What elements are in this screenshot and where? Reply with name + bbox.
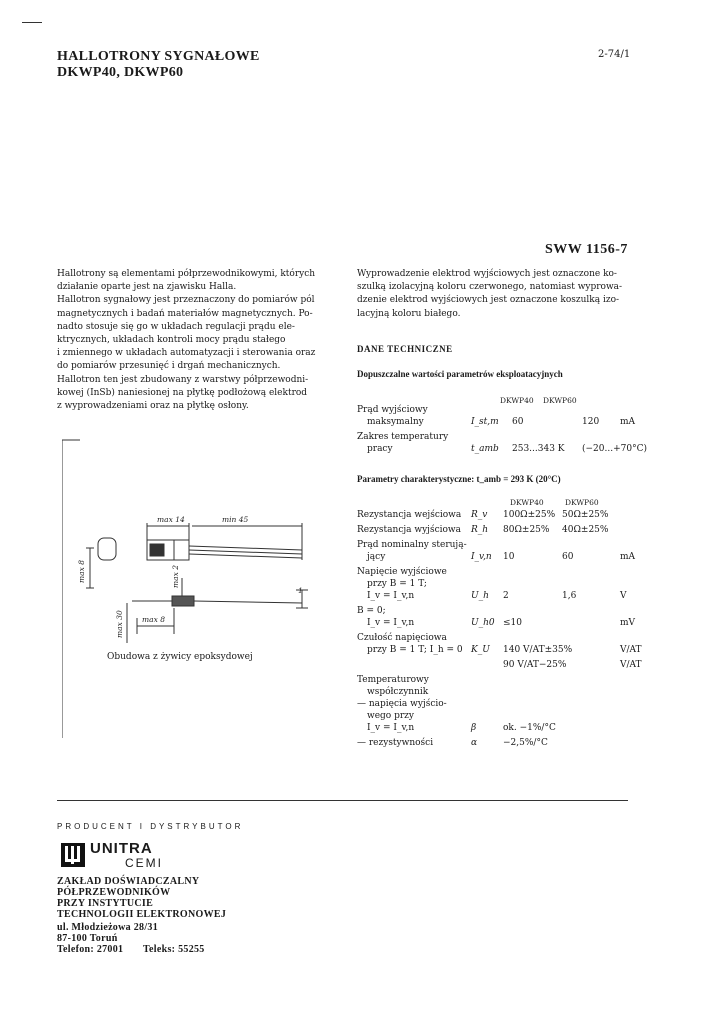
param-value-2: 50Ω±25%: [562, 510, 609, 520]
param-unit: mA: [620, 552, 636, 562]
description-line: lacyjną koloru białego.: [357, 308, 461, 319]
producer-label: PRODUCENT I DYSTRYBUTOR: [57, 822, 244, 831]
param-symbol: K_U: [471, 645, 490, 655]
description-line: Wyprowadzenie elektrod wyjściowych jest oznaczone ko-: [357, 269, 617, 279]
dim-label-2: min 45: [222, 515, 249, 524]
param-symbol: I_v,n: [471, 552, 492, 562]
address-line-1: ul. Młodzieżowa 28/31: [57, 922, 159, 933]
dim-label-7: max 8: [142, 615, 165, 624]
param-value-1: 2: [503, 591, 509, 601]
description-line: szulką izolacyjną koloru czerwonego, natomiast wyprowa-: [357, 282, 623, 293]
dim-label-4: max 2: [171, 565, 180, 588]
param-value-1: 100Ω±25%: [503, 510, 556, 520]
title-line-2: DKWP40, DKWP60: [57, 65, 184, 80]
param-label: Rezystancja wejściowa: [357, 510, 462, 520]
param-label: Napięcie wyjściowe: [357, 567, 447, 577]
param-label: Zakres temperatury: [357, 432, 449, 442]
description-line: działanie oparte jest na zjawisku Halla.: [57, 282, 237, 293]
param-label: B = 0;: [357, 606, 386, 616]
body-side-view: [172, 596, 194, 606]
footer-rule: [57, 800, 628, 801]
tech-data-heading: DANE TECHNICZNE: [357, 344, 453, 354]
param-symbol: t_amb: [471, 444, 499, 454]
param-unit: V: [620, 591, 627, 601]
param-value-1: 253...343 K: [512, 444, 565, 454]
param-label: Rezystancja wyjściowa: [357, 525, 461, 535]
param-label: I_v = I_v,n: [367, 591, 415, 601]
param-value-1: 10: [503, 552, 515, 562]
param-value-2: 60: [562, 552, 574, 562]
description-line: magnetycznych i badań materiałów magnetycznych. Po-: [57, 308, 313, 319]
param-value-1: 90 V/AT−25%: [503, 660, 567, 670]
description-line: nadto stosuje się go w układach regulacji prądu ele-: [57, 321, 295, 332]
param-unit: mV: [620, 618, 636, 628]
logo-text-bottom: CEMI: [125, 856, 163, 870]
dim-label-5: 1: [298, 586, 303, 595]
param-label: — napięcia wyjścio-: [357, 699, 447, 709]
description-line: z wyprowadzeniami oraz na płytkę osłony.: [57, 401, 249, 412]
param-label: przy B = 1 T;: [367, 579, 427, 589]
param-value-1: 60: [512, 417, 524, 427]
org-line: PRZY INSTYTUCIE: [57, 898, 154, 909]
limits-col-header-2: DKWP60: [543, 396, 577, 405]
description-left: [57, 268, 315, 413]
address: [57, 922, 205, 955]
param-value-1: −2,5%/°C: [503, 738, 548, 748]
package-drawing: [62, 438, 320, 748]
param-label: Temperaturowy: [357, 675, 429, 685]
telex: Teleks: 55255: [143, 944, 205, 955]
param-symbol: U_h: [471, 591, 489, 601]
dim-label-6: max 30: [115, 610, 124, 638]
phone: Telefon: 27001: [57, 944, 124, 955]
sww-number: SWW 1156-7: [545, 242, 628, 257]
description-line: Hallotron ten jest zbudowany z warstwy półprzewodni-: [57, 374, 309, 385]
description-line: do pomiarów przesunięć i drgań mechanicznych.: [57, 361, 281, 372]
param-label: I_v = I_v,n: [367, 723, 415, 733]
unitra-logo-icon: [60, 842, 86, 868]
param-label: I_v = I_v,n: [367, 618, 415, 628]
param-symbol: R_v: [471, 510, 488, 520]
param-value-1: ok. −1%/°C: [503, 723, 556, 733]
org-line: ZAKŁAD DOŚWIADCZALNY: [57, 876, 200, 887]
param-symbol: U_h0: [471, 618, 495, 628]
description-line: dzenie elektrod wyjściowych jest oznaczone koszulką izo-: [357, 295, 620, 306]
param-label: Prąd nominalny sterują-: [357, 540, 467, 550]
char-heading: Parametry charakterystyczne: t_amb = 293 K (20°C): [357, 474, 561, 484]
description-line: Hallotron sygnałowy jest przeznaczony do pomiarów pól: [57, 295, 315, 306]
param-value-2: 1,6: [562, 591, 577, 601]
param-symbol: I_st,m: [471, 417, 499, 427]
param-label: wego przy: [367, 711, 414, 721]
param-value-1: 80Ω±25%: [503, 525, 550, 535]
unitra-logo: [60, 840, 180, 872]
param-label: Prąd wyjściowy: [357, 405, 428, 415]
org-line: PÓŁPRZEWODNIKÓW: [57, 887, 171, 898]
param-label: maksymalny: [367, 417, 424, 427]
param-label: jący: [367, 552, 386, 562]
param-value-2: 40Ω±25%: [562, 525, 609, 535]
param-unit: mA: [620, 417, 636, 427]
param-symbol: R_h: [471, 525, 489, 535]
param-value-2: (−20...+70°C): [582, 444, 647, 454]
dim-label-3: max 8: [77, 560, 86, 583]
address-line-2: 87-100 Toruń: [57, 933, 118, 944]
description-line: ktrycznych, układach kontroli mocy prądu stałego: [57, 335, 286, 346]
drawing-caption: Obudowa z żywicy epoksydowej: [107, 652, 253, 662]
title-line-1: HALLOTRONY SYGNAŁOWE: [57, 49, 260, 64]
description-right: [357, 268, 622, 321]
param-value-2: 120: [582, 417, 600, 427]
drawing-svg: [62, 438, 320, 748]
char-col-header-2: DKWP60: [565, 498, 599, 507]
param-label: przy B = 1 T; I_h = 0: [367, 645, 463, 655]
param-symbol: α: [471, 738, 478, 748]
page-title: [57, 49, 260, 81]
param-unit: V/AT: [620, 660, 642, 670]
dim-label-1: max 14: [157, 515, 185, 524]
corner-mark: [22, 22, 42, 23]
param-unit: V/AT: [620, 645, 642, 655]
char-col-header-1: DKWP40: [510, 498, 544, 507]
param-label: współczynnik: [367, 687, 429, 697]
param-label: Czułość napięciowa: [357, 633, 447, 643]
sheet-code: 2-74/1: [598, 49, 631, 60]
description-line: kowej (InSb) naniesionej na płytkę podłożową elektrod: [57, 387, 308, 398]
param-value-1: 140 V/AT±35%: [503, 645, 573, 655]
param-value-1: ≤10: [503, 618, 522, 628]
description-line: i zmiennego w układach automatyzacji i sterowania oraz: [57, 348, 316, 359]
description-line: Hallotrony są elementami półprzewodnikowymi, których: [57, 269, 316, 279]
org-name: [57, 876, 226, 920]
param-symbol: β: [471, 723, 477, 733]
param-label: pracy: [367, 444, 393, 454]
org-line: TECHNOLOGII ELEKTRONOWEJ: [57, 909, 227, 920]
limits-col-header-1: DKWP40: [500, 396, 534, 405]
limits-heading: Dopuszczalne wartości parametrów eksploatacyjnych: [357, 369, 563, 379]
body-side: [98, 538, 116, 560]
logo-text-top: UNITRA: [90, 840, 153, 857]
param-label: — rezystywności: [357, 738, 434, 748]
